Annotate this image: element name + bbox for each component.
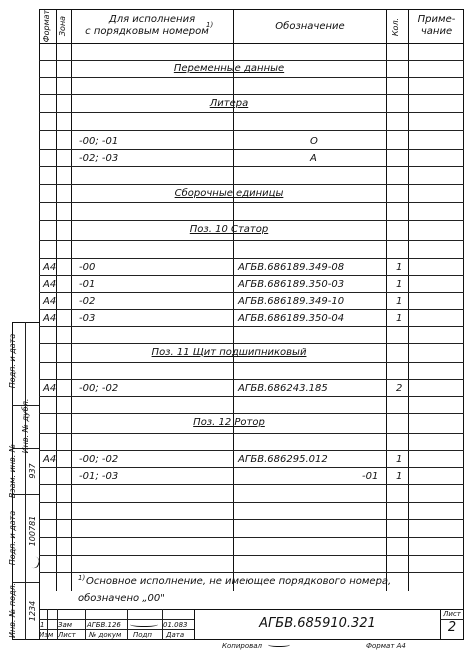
header-note-line2: чание [420, 26, 453, 37]
table-row-designation: АГБВ.686189.350-04 [238, 313, 345, 324]
table-row-designation: АГБВ.686295.012 [238, 454, 328, 465]
table-row-qty: 1 [396, 454, 403, 465]
table-row-variant: -00; -02 [79, 454, 119, 465]
side-inv-podl: Инв. № подл. [8, 582, 17, 638]
sheet-number: 2 [447, 620, 457, 635]
col-line-designation [233, 9, 234, 591]
col-line-qty [386, 9, 387, 591]
header-designation: Обозначение [275, 21, 345, 32]
sheet-label: Лист [443, 610, 461, 618]
footer-format: Формат А4 [366, 642, 406, 650]
table-row-designation: АГБВ.686189.349-08 [238, 262, 345, 273]
table-row-variant: -03 [79, 313, 96, 324]
col-line-name [71, 9, 72, 591]
document-number: АГБВ.685910.321 [259, 616, 376, 631]
side-podp-data-2-value: 100781 [28, 515, 37, 547]
side-vzam-value: 937 [28, 463, 37, 479]
table-row-variant: -00 [79, 262, 96, 273]
table-row-designation: -01 [362, 471, 379, 482]
table-row-variant: -00; -02 [79, 383, 119, 394]
litera-value-1: О [310, 136, 318, 147]
table-row-designation: АГБВ.686189.349-10 [238, 296, 345, 307]
table-row-format: А4 [43, 313, 57, 324]
change-document: АГБВ.126 [87, 621, 121, 629]
table-row-qty: 1 [396, 279, 403, 290]
header-note-line1: Приме- [417, 14, 456, 25]
header-name-footnote-mark: 1) [206, 21, 214, 29]
side-inv-podl-value: 1234 [28, 600, 37, 622]
section-assembly-units: Сборочные единицы [174, 188, 284, 199]
table-row-designation: АГБВ.686243.185 [238, 383, 328, 394]
footer-copied: Копировал [222, 642, 262, 650]
position-11-heading: Поз. 11 Щит подшипниковый [151, 347, 307, 358]
header-name-line2: с порядковым номером [85, 26, 209, 37]
label-izm: Изм [39, 631, 54, 639]
footnote-line2: обозначено „00" [78, 593, 165, 604]
footnote-line1: Основное исполнение, не имеющее порядкового номера, [86, 576, 392, 587]
section-litera: Литера [209, 98, 249, 109]
side-podp-data-2: Подп. и дата [8, 510, 17, 566]
title-block-top [39, 609, 464, 610]
label-data: Дата [166, 631, 185, 639]
side-inv-dubl: Инв. № дубл. [21, 398, 30, 454]
header-name-line1: Для исполнения [108, 14, 196, 25]
table-row-variant: -01; -03 [79, 471, 119, 482]
table-row-qty: 2 [396, 383, 403, 394]
table-row-format: А4 [43, 262, 57, 273]
change-no: 1 [40, 621, 45, 629]
table-row-qty: 1 [396, 471, 403, 482]
table-row-variant: -01 [79, 279, 96, 290]
table-row-format: А4 [43, 296, 57, 307]
change-type: Зам [58, 621, 73, 629]
section-variable-data: Переменные данные [173, 63, 285, 74]
table-row-format: А4 [43, 383, 57, 394]
position-12-heading: Поз. 12 Ротор [193, 417, 265, 428]
table-row-designation: АГБВ.686189.350-03 [238, 279, 345, 290]
position-10-heading: Поз. 10 Статор [189, 224, 269, 235]
litera-variant-2: -02; -03 [79, 153, 119, 164]
litera-variant-1: -00; -01 [79, 136, 119, 147]
table-row-qty: 1 [396, 313, 403, 324]
footnote-mark: 1) [78, 574, 86, 582]
header-qty: Кол. [391, 17, 400, 37]
table-row-format: А4 [43, 279, 57, 290]
change-date: 01.083 [163, 621, 188, 629]
table-row-qty: 1 [396, 296, 403, 307]
col-line-note [408, 9, 409, 591]
footer-copied-signature [268, 641, 290, 647]
header-format: Формат [42, 9, 51, 43]
label-docum: № докум [89, 631, 122, 639]
table-row-format: А4 [43, 454, 57, 465]
header-zone: Зона [58, 15, 67, 37]
label-list: Лист [58, 631, 76, 639]
litera-value-2: А [310, 153, 317, 164]
side-podp-data-1: Подп. и дата [8, 333, 17, 389]
change-signature [130, 620, 158, 627]
table-row-variant: -02 [79, 296, 96, 307]
label-podp: Подп [133, 631, 152, 639]
table-row-qty: 1 [396, 262, 403, 273]
side-vzam-inv: Взам. инв. № [8, 443, 17, 499]
